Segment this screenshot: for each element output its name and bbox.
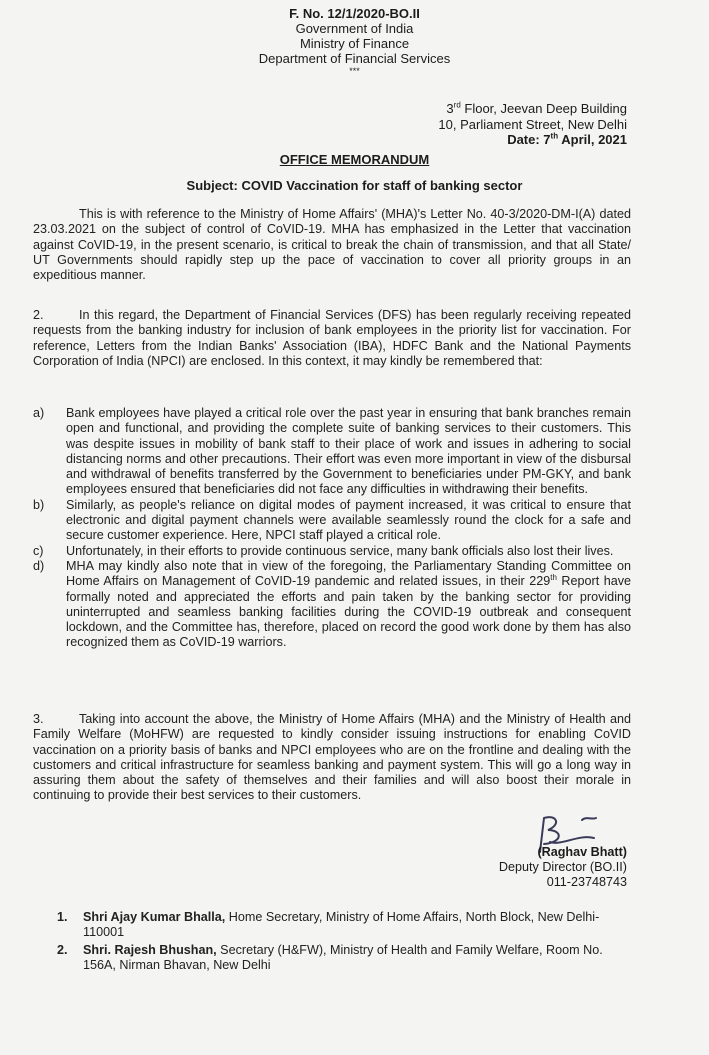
list-marker: b) [33,497,45,512]
memo-subject: Subject: COVID Vaccination for staff of banking sector [186,178,523,193]
signature-block [499,845,627,890]
department-line: Department of Financial Services [258,51,451,66]
points-list [33,406,631,651]
distribution-number: 2. [57,942,68,957]
signatory-designation: Deputy Director (BO.II) [498,860,627,874]
list-item: c) Unfortunately, in their efforts to provide continuous service, many bank officials also lost their lives. [33,543,614,558]
paragraph-3-number: 3. [33,712,44,726]
distribution-list [57,910,631,973]
paragraph-2: 2. In this regard, the Department of Financial Services (DFS) has been regularly receiving repeated requests from the banking industry for inclusion of bank employees in the priority list for vaccination. For reference, Letters from the Indian Banks' Association (IBA), HDFC Bank and the National Payments Corporation of India (NPCI) are enclosed. In this context, it may kindly be remembered that: [33,308,631,368]
distribution-item: 2. Shri. Rajesh Bhushan, Secretary (H&FW), Ministry of Health and Family Welfare, Room No. 156A, Nirman Bhavan, New Delhi [57,942,603,972]
separator-stars: *** [349,66,360,76]
list-marker: a) [33,406,45,420]
list-item: a) Bank employees have played a critical role over the past year in ensuring that bank branches remain open and functional, and providing the complete suite of banking services to their customers. This was despite issues in mobility of bank staff to their place of work and issues in adhering to social distancing norms and other precautions. Their effort was even more important in view of the disbursal and withdrawal of benefits transferred by the Government to beneficiaries under PM-GKY, and bank employees ensured that beneficiaries did not face any difficulties in withdrawing their benefits. [33,406,631,497]
letterhead [0,6,709,76]
memo-title: OFFICE MEMORANDUM [279,152,430,167]
list-item: d) MHA may kindly also note that in view of the foregoing, the Parliamentary Standing Committee on Home Affairs on Management of CoVID-19 pandemic and related issues, in their 229th Report have formally noted and appreciated the efforts and pain taken by the banking sector for providing uninterrupted and seamless banking facilities during the COVID-19 outbreak and consequent lockdown, and the Committee has, therefore, placed on record the good work done by them has also recognized them as CoVID-19 warriors. [33,558,632,650]
memo-date: Date: 7th April, 2021 [507,131,627,147]
file-number: F. No. 12/1/2020-BO.II [289,6,420,21]
address-street: 10, Parliament Street, New Delhi [438,116,627,132]
distribution-number: 1. [57,910,68,924]
paragraph-2-number: 2. [33,308,44,322]
paragraph-3: 3. Taking into account the above, the Ministry of Home Affairs (MHA) and the Ministry of Health and Family Welfare (MoHFW) are requested to kindly consider issuing instructions for enabling CoVID vaccination on a priority basis of banks and NPCI employees who are on the frontline and dealing with the customers and critical infrastructure for seamless banking and payment system. This will go a long way in assuring them about the safety of themselves and their families and will also boost their morale in continuing to provide their best services to their customers. [33,712,631,803]
signatory-name: (Raghav Bhatt) [537,845,627,859]
address-block [438,101,627,148]
distribution-item: 1. Shri Ajay Kumar Bhalla, Home Secretary, Ministry of Home Affairs, North Block, New Delhi-110001 [57,910,600,940]
ministry-line: Ministry of Finance [299,36,410,51]
government-line: Government of India [295,21,414,36]
signatory-phone: 011-23748743 [546,875,627,889]
address-building: 3rd Floor, Jeevan Deep Building [446,100,627,116]
list-marker: c) [33,543,44,558]
paragraph-1: This is with reference to the Ministry of Home Affairs' (MHA)'s Letter No. 40-3/2020-DM-I(A) dated 23.03.2021 on the subject of control of CoVID-19. MHA has emphasized in the Letter that vaccination against CoVID-19, in the present scenario, is critical to break the chain of transmission, and that all State/ UT Governments should rapidly step up the pace of vaccination to cover all priority groups in an expeditious manner. [33,207,631,283]
list-item: b) Similarly, as people's reliance on digital modes of payment increased, it was critical to ensure that electronic and digital payment channels were available seamlessly round the clock for a safe and secure customer experience. Here, NPCI staff played a critical role. [33,497,631,543]
list-marker: d) [33,558,45,573]
